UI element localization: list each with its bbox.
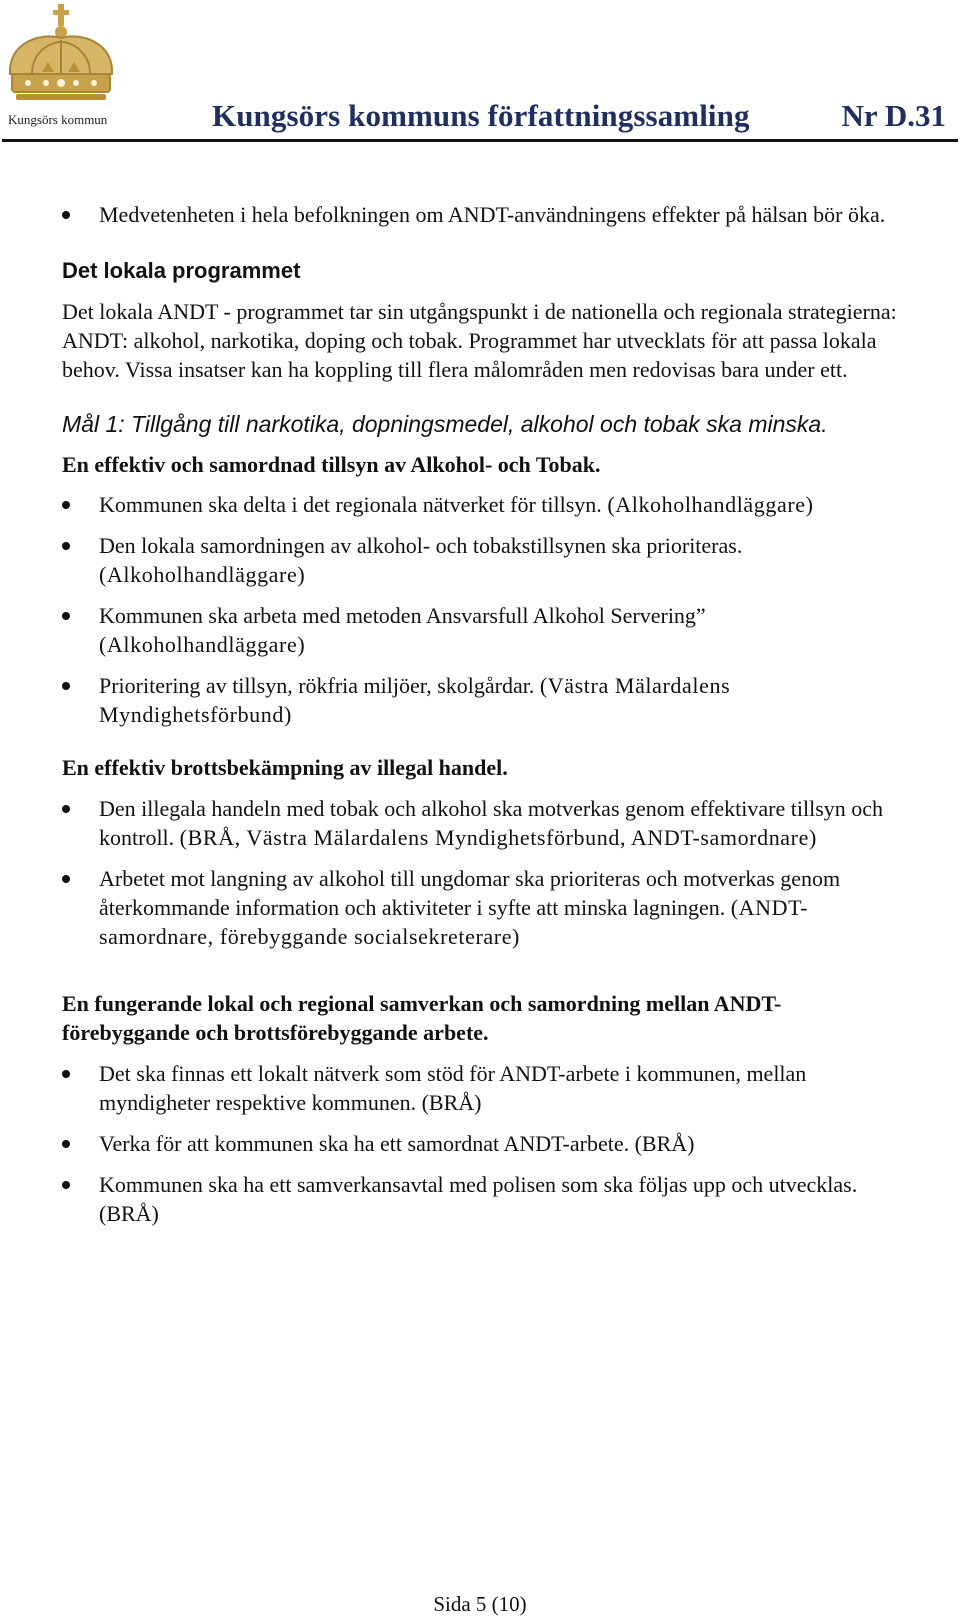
list-item (62, 490, 898, 519)
list-item-text: Det ska finnas ett lokalt nätverk som stöd för ANDT-arbete i kommunen, mellan myndigheter respektive kommunen. (99, 1061, 807, 1115)
page-header (0, 0, 960, 145)
list-item-text: Kommunen ska arbeta med metoden Ansvarsfull Alkohol Servering” (99, 603, 706, 628)
responsible-party: (BRÅ) (634, 1131, 695, 1156)
goal-heading: Mål 1: Tillgång till narkotika, dopningsmedel, alkohol och tobak ska minska. (62, 411, 828, 437)
responsible-party: (BRÅ) (421, 1090, 482, 1115)
list-item (62, 1170, 898, 1228)
crown-logo-icon (2, 2, 120, 130)
responsible-party: (Alkoholhandläggare) (607, 492, 814, 517)
list-item (62, 864, 898, 951)
group-heading: En effektiv och samordnad tillsyn av Alkohol- och Tobak. (62, 452, 601, 477)
section-paragraph: Det lokala ANDT - programmet tar sin utgångspunkt i de nationella och regionala strategierna: ANDT: alkohol, narkotika, doping och tobak. Programmet har utvecklats för att passa lokala behov. Vissa insatser kan ha koppling till flera målområden men redovisas bara under ett. (62, 299, 897, 382)
document-series-title: Kungsörs kommuns författningssamling (212, 98, 750, 133)
list-item (62, 531, 898, 589)
list-item-text: Den lokala samordningen av alkohol- och tobakstillsynen ska prioriteras. (99, 533, 743, 558)
list-item-text: Kommunen ska ha ett samverkansavtal med polisen som ska följas upp och utvecklas. (99, 1172, 858, 1197)
responsible-party: (Västra Mälardalens Myndighetsförbund) (99, 673, 731, 727)
list-item-text: Den illegala handeln med tobak och alkohol ska motverkas genom effektivare tillsyn och kontroll. (99, 796, 884, 850)
page-number: Sida 5 (10) (433, 1592, 527, 1616)
responsible-party: (ANDT-samordnare, förebyggande socialsekreterare) (99, 895, 809, 949)
list-item-text: Kommunen ska delta i det regionala nätverket för tillsyn. (99, 492, 602, 517)
document-number: Nr D.31 (841, 98, 946, 133)
list-item (62, 1129, 898, 1158)
responsible-party: (BRÅ, Västra Mälardalens Myndighetsförbund, ANDT-samordnare) (179, 825, 817, 850)
header-divider (2, 139, 958, 142)
logo-caption: Kungsörs kommun (8, 112, 108, 127)
document-body (62, 200, 898, 1228)
section-heading: Det lokala programmet (62, 258, 301, 283)
responsible-party: (Alkoholhandläggare) (99, 632, 306, 657)
list-item (62, 794, 898, 852)
list-item (62, 1059, 898, 1117)
list-item (62, 200, 898, 229)
list-item (62, 601, 898, 659)
list-item-text: Arbetet mot langning av alkohol till ungdomar ska prioriteras och motverkas genom återkommande information och aktiviteter i syfte att minska lagningen. (99, 866, 841, 920)
group-heading: En fungerande lokal och regional samverkan och samordning mellan ANDT-förebyggande och brottsförebyggande arbete. (62, 991, 782, 1045)
group-heading: En effektiv brottsbekämpning av illegal handel. (62, 755, 508, 780)
responsible-party: (Alkoholhandläggare) (99, 562, 306, 587)
list-item-text: Verka för att kommunen ska ha ett samordnat ANDT-arbete. (99, 1131, 630, 1156)
responsible-party: (BRÅ) (99, 1201, 159, 1226)
list-item (62, 671, 898, 729)
list-item-text: Prioritering av tillsyn, rökfria miljöer, skolgårdar. (99, 673, 535, 698)
list-item-text: Medvetenheten i hela befolkningen om ANDT-användningens effekter på hälsan bör öka. (99, 202, 886, 227)
